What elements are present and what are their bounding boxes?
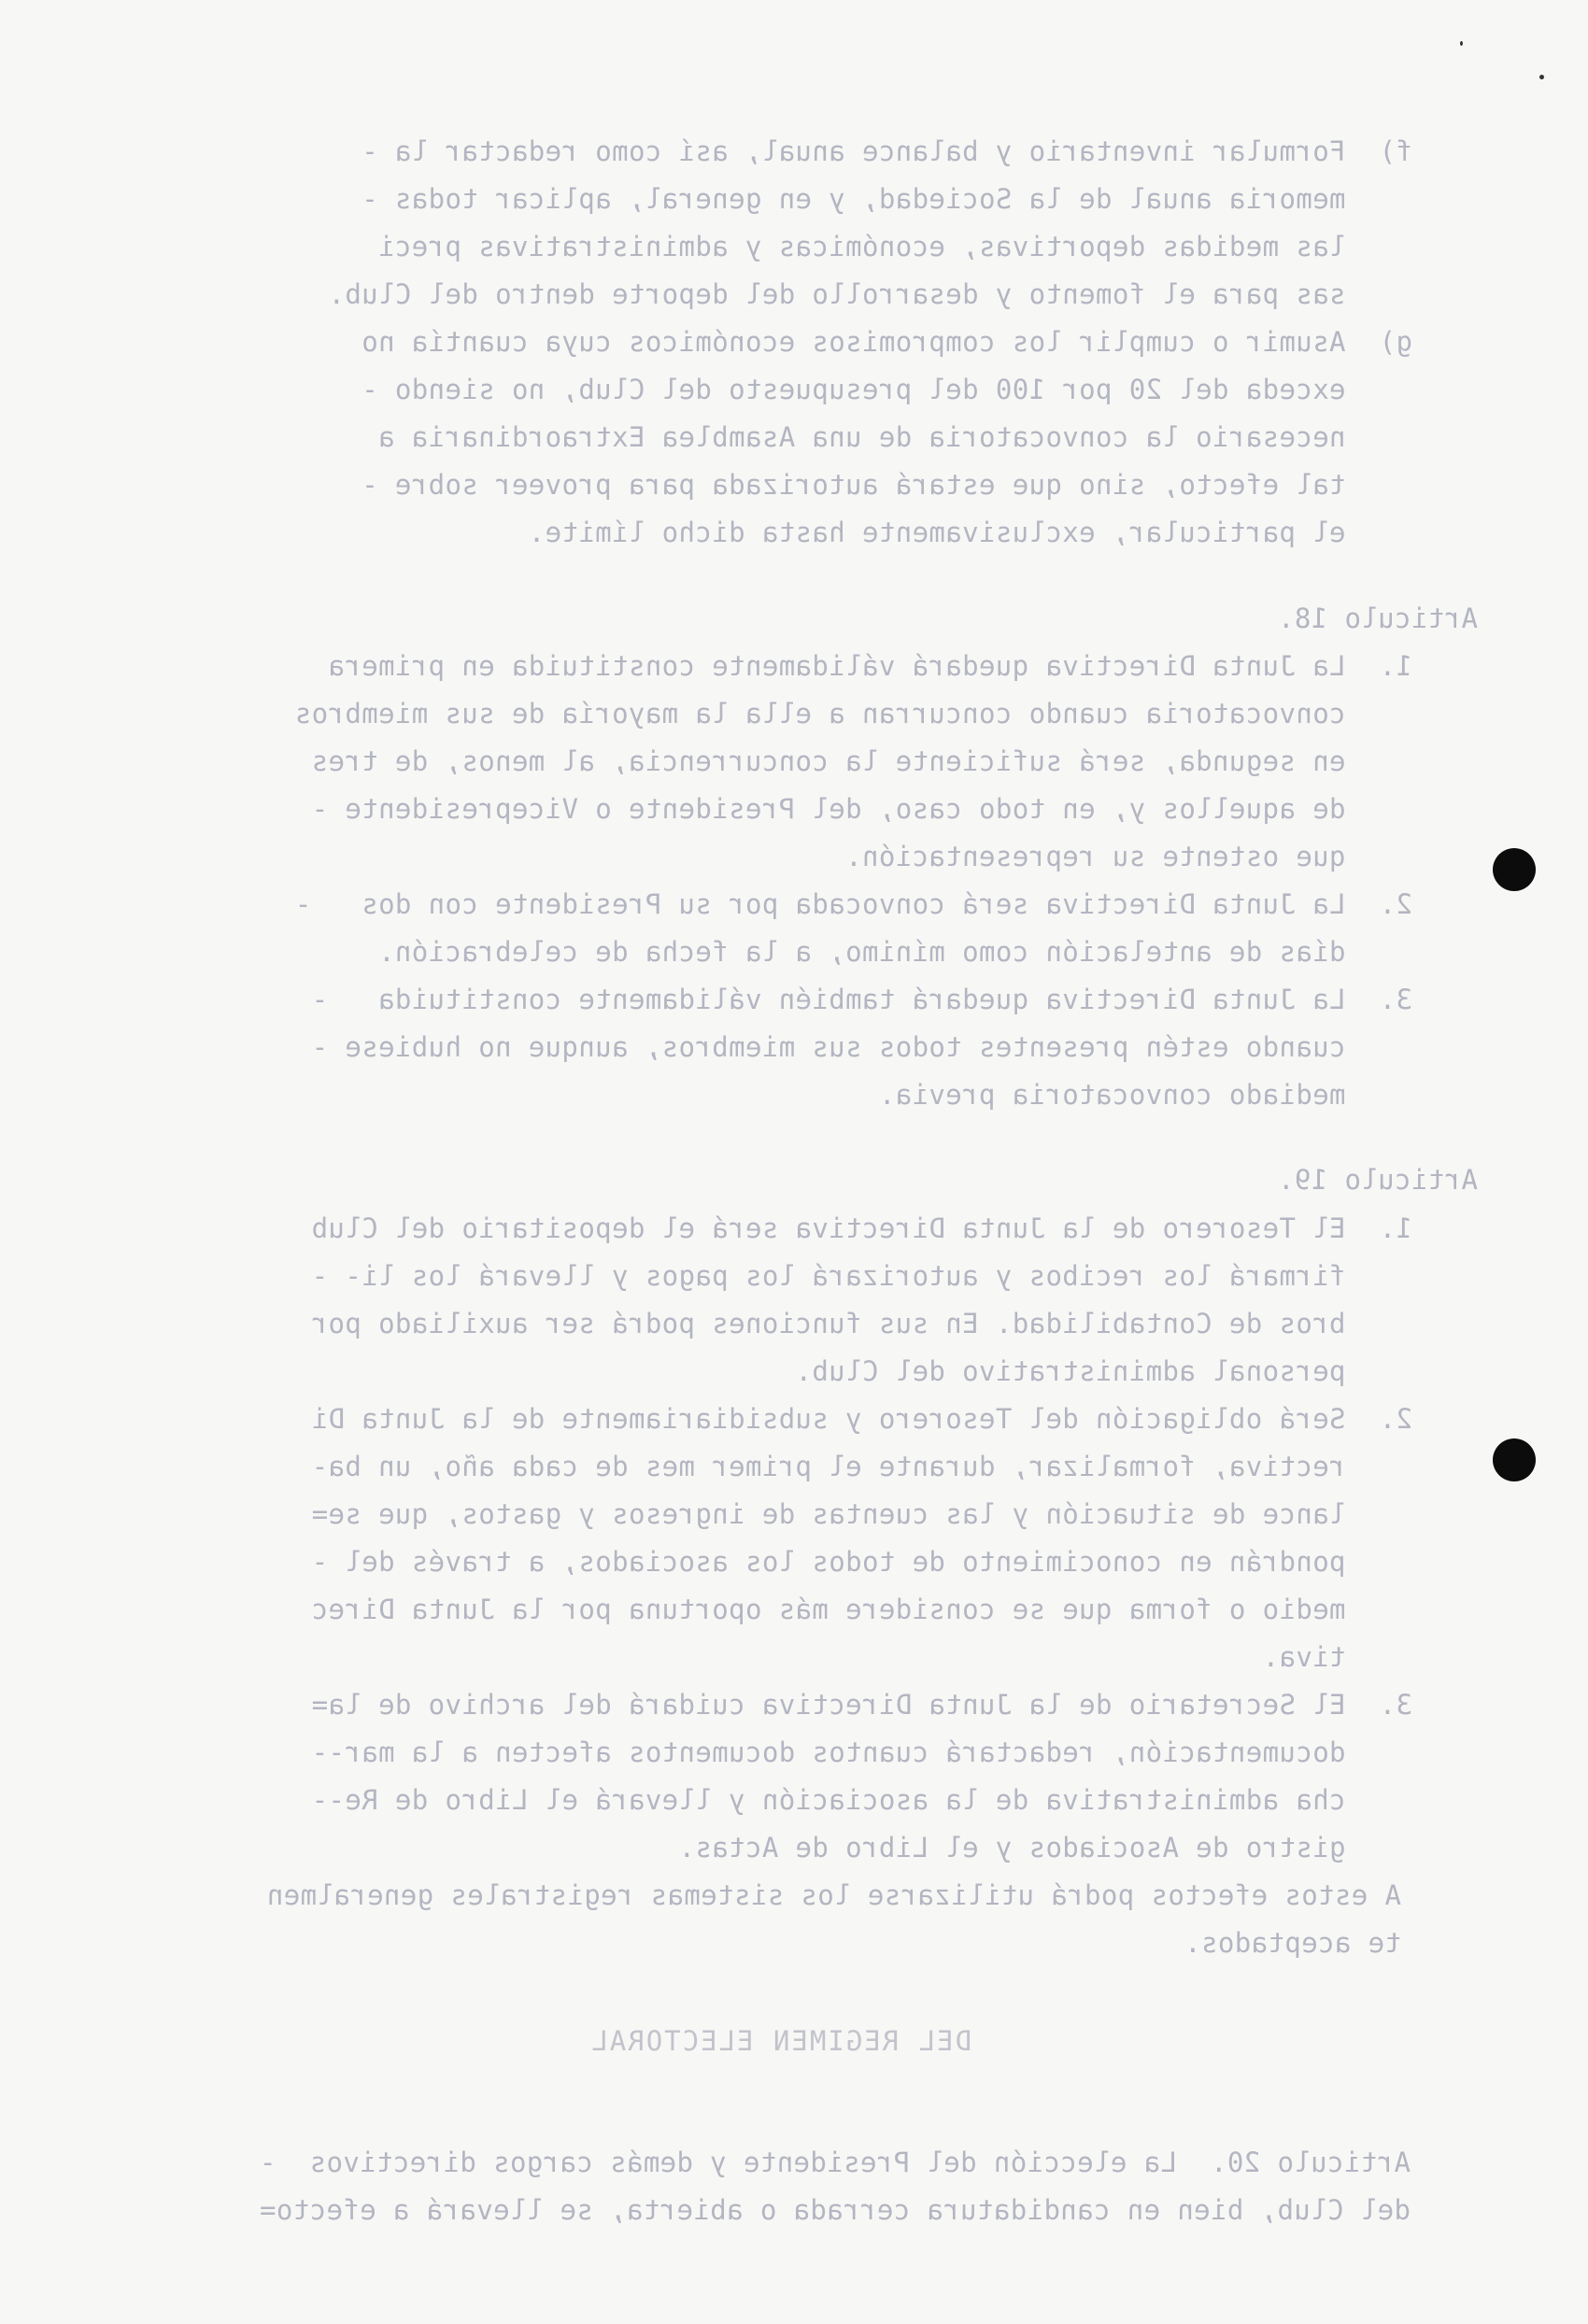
punch-hole [1493, 848, 1536, 891]
text-line: días de antelación como mínimo, a la fecha de celebración. [377, 936, 1412, 968]
text-line: bros de Contabilidad. En sus funciones podrá ser auxiliado por [311, 1308, 1412, 1339]
text-line: tal efecto, sino que estará autorizada para proveer sobre - [361, 469, 1412, 501]
text-line: 3. La Junta Directiva quedará también válidamente constituida - [311, 984, 1412, 1015]
text-line: firmará los recibos y autorizará los pagos y llevará los li- - [311, 1260, 1412, 1292]
text-line: te aceptados. [1184, 1927, 1401, 1959]
punch-hole [1493, 1438, 1536, 1481]
text-line: exceda del 20 por 100 del presupuesto del Club, no siendo - [361, 374, 1412, 405]
text-line: que ostente su representación. [844, 841, 1412, 872]
text-line: las medidas deportivas, económicas y administrativas preci [377, 231, 1412, 262]
article-heading: Articulo 18. [1277, 602, 1478, 634]
article-heading: Articulo 19. [1277, 1164, 1478, 1196]
text-line: en segunda, será suficiente la concurrencia, al menos, de tres [311, 745, 1412, 777]
text-line: medio o forma que se considere más oportuna por la Junta Direc [311, 1594, 1412, 1625]
text-line: A estos efectos podrá utilizarse los sistemas registrales generalmen [266, 1879, 1401, 1911]
text-line: convocatoria cuando concurran a ella la mayoría de sus miembros [294, 698, 1412, 730]
text-line: de aquellos y, en todo caso, del Presidente o Vicepresidente - [311, 793, 1412, 825]
text-line: f) Formular inventario y balance anual, así como redactar la - [361, 135, 1412, 167]
text-line: el particular, exclusivamente hasta dicho límite. [528, 517, 1412, 548]
text-line: cuando estén presentes todos sus miembros, aunque no hubiese - [311, 1031, 1412, 1063]
text-line: necesario la convocatoria de una Asamblea Extraordinaria a [377, 421, 1412, 453]
text-line: 1. El Tesorero de la Junta Directiva será el depositario del Club [311, 1212, 1412, 1244]
text-line: lance de situación y las cuentas de ingresos y gastos, que se= [311, 1498, 1412, 1530]
speck [1460, 41, 1463, 46]
speck [1539, 75, 1544, 79]
text-line: documentación, redactará cuantos documentos afecten a la mar-- [311, 1736, 1412, 1768]
section-heading: DEL REGIMEN ELECTORAL [589, 2025, 971, 2057]
text-line: 2. La Junta Directiva será convocada por su Presidente con dos - [294, 888, 1412, 920]
text-line: tiva. [1262, 1641, 1412, 1673]
text-line: g) Asumir o cumplir los compromisos económicos cuya cuantía no [361, 326, 1412, 358]
article-heading: Articulo 20. La elección del Presidente y demás cargos directivos - [259, 2147, 1411, 2178]
text-line: gistro de Asociados y el Libro de Actas. [678, 1832, 1412, 1863]
text-line: memoria anual de la Sociedad, y en general, aplicar todas - [361, 183, 1412, 215]
text-line: cha administrativa de la asociación y llevará el Libro de Re-- [311, 1784, 1412, 1816]
text-line: del Club, bien en candidatura cerrada o abierta, se llevará a efecto= [259, 2194, 1411, 2226]
text-line: sas para el fomento y desarrollo del deporte dentro del Club. [328, 278, 1412, 310]
text-line: pondrán en conocimiento de todos los asociados, a través del - [311, 1546, 1412, 1578]
text-line: rectiva, formalizar, durante el primer mes de cada año, un ba- [311, 1451, 1412, 1482]
text-line: 1. La Junta Directiva quedará válidamente constituida en primera [328, 650, 1412, 682]
text-line: personal administrativo del Club. [795, 1355, 1412, 1387]
text-line: 2. Será obligación del Tesorero y subsidiariamente de la Junta Di [311, 1403, 1412, 1435]
text-line: mediado convocatoria previa. [878, 1079, 1412, 1111]
text-line: 3. El Secretario de la Junta Directiva cuidará del archivo de la= [311, 1689, 1412, 1721]
